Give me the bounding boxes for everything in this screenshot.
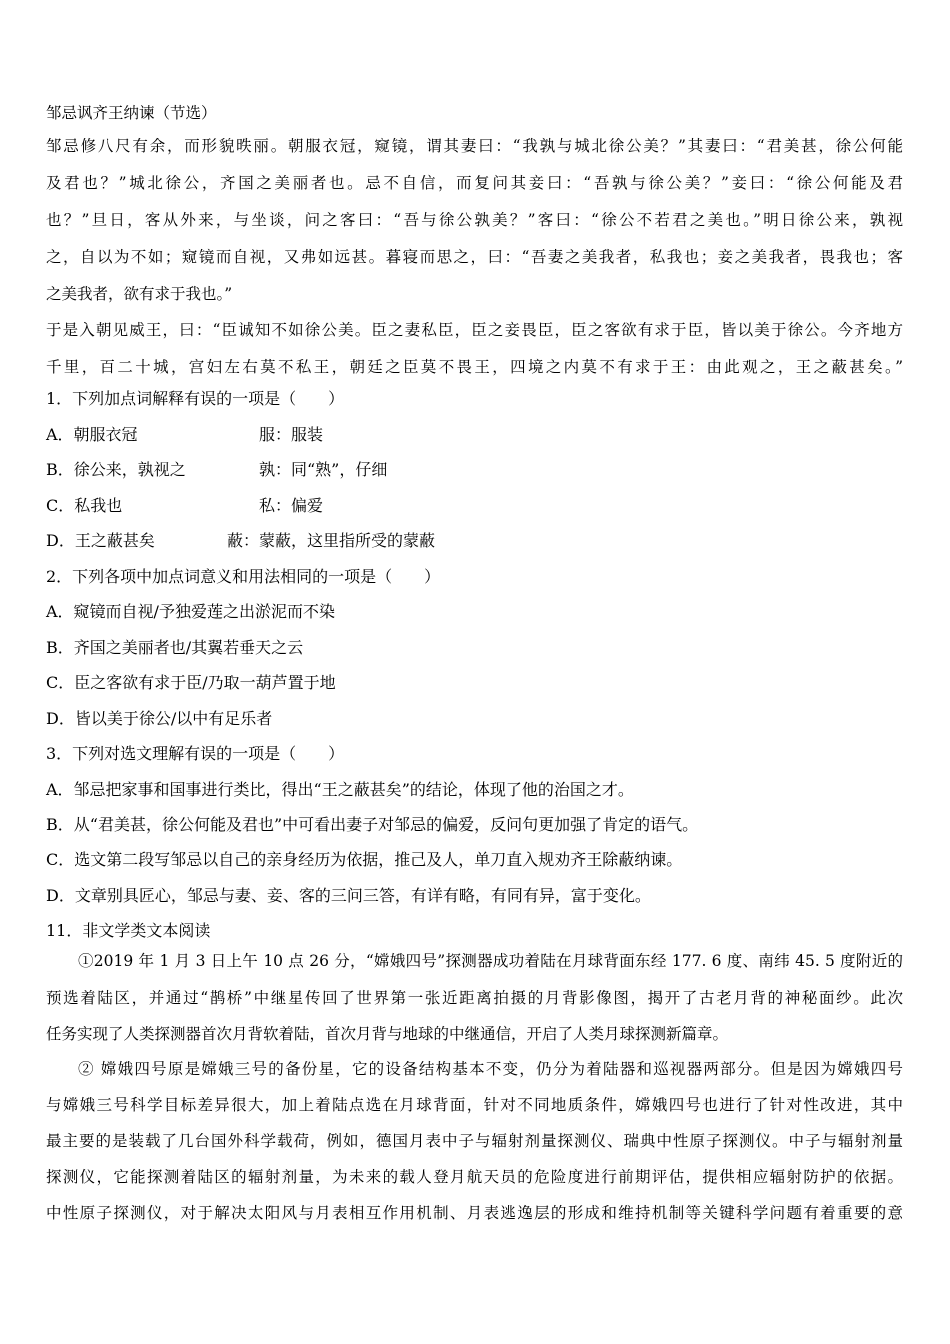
paragraph-2-line: ② 嫦娥四号原是嫦娥三号的备份星，它的设备结构基本不变，仍分为着陆器和巡视器两部分。但是因为嫦娥四号 bbox=[78, 1060, 903, 1078]
paragraph-2-line: 中性原子探测仪，对于解决太阳风与月表相互作用机制、月表逃逸层的形成和维持机制等关键科学问题有着重要的意 bbox=[46, 1204, 903, 1222]
q2-option-b: B．齐国之美丽者也/其翼若垂天之云 bbox=[46, 638, 304, 657]
q3-option-d: D．文章别具匠心，邹忌与妻、妾、客的三问三答，有详有略，有同有异，富于变化。 bbox=[46, 886, 651, 905]
question-2-stem: 2．下列各项中加点词意义和用法相同的一项是（ ） bbox=[46, 567, 441, 586]
question-3-stem: 3．下列对选文理解有误的一项是（ ） bbox=[46, 744, 345, 763]
paragraph-2-line: 探测仪，它能探测着陆区的辐射剂量，为未来的载人登月航天员的危险度进行前期评估，提供相应辐射防护的依据。 bbox=[46, 1168, 903, 1186]
paragraph-1-line: 任务实现了人类探测器首次月背软着陆，首次月背与地球的中继通信，开启了人类月球探测新篇章。 bbox=[46, 1025, 729, 1043]
q2-option-d: D．皆以美于徐公/以中有足乐者 bbox=[46, 709, 273, 728]
q1-option-c-explanation: 私：偏爱 bbox=[259, 496, 324, 515]
q3-option-a: A．邹忌把家事和国事进行类比，得出“王之蔽甚矣”的结论，体现了他的治国之才。 bbox=[46, 780, 634, 799]
passage-title: 邹忌讽齐王纳谏（节选） bbox=[46, 104, 217, 122]
q1-option-a: A．朝服衣冠 bbox=[46, 425, 138, 444]
q3-option-c: C．选文第二段写邹忌以自己的亲身经历为依据，推己及人，单刀直入规劝齐王除蔽纳谏。 bbox=[46, 850, 683, 869]
q1-option-a-explanation: 服：服装 bbox=[259, 425, 324, 444]
paragraph-1-line: ①2019 年 1 月 3 日上午 10 点 26 分，“嫦娥四号”探测器成功着陆在月球背面东经 177. 6 度、南纬 45. 5 度附近的 bbox=[78, 952, 903, 970]
passage-line: 及君也？”城北徐公，齐国之美丽者也。忌不自信，而复问其妾曰：“吾孰与徐公美？”妾曰：“徐公何能及君 bbox=[46, 174, 903, 192]
q2-option-c: C．臣之客欲有求于臣/乃取一葫芦置于地 bbox=[46, 673, 336, 692]
question-1-stem: 1．下列加点词解释有误的一项是（ ） bbox=[46, 389, 345, 408]
q1-option-d-explanation: 蔽：蒙蔽，这里指所受的蒙蔽 bbox=[227, 531, 436, 550]
passage-line: 于是入朝见威王，曰：“臣诚知不如徐公美。臣之妻私臣，臣之妾畏臣，臣之客欲有求于臣，皆以美于徐公。今齐地方 bbox=[46, 321, 903, 339]
paragraph-1-line: 预选着陆区，并通过“鹊桥”中继星传回了世界第一张近距离拍摄的月背影像图，揭开了古老月背的神秘面纱。此次 bbox=[46, 989, 903, 1007]
section-11-heading: 11．非文学类文本阅读 bbox=[46, 921, 211, 940]
paragraph-2-line: 与嫦娥三号科学目标差异很大，加上着陆点选在月球背面，针对不同地质条件，嫦娥四号也进行了针对性改进，其中 bbox=[46, 1096, 903, 1114]
passage-line: 千里，百二十城，宫妇左右莫不私王，朝廷之臣莫不畏王，四境之内莫不有求于王：由此观之，王之蔽甚矣。” bbox=[46, 358, 903, 376]
passage-line: 也？”旦日，客从外来，与坐谈，问之客曰：“吾与徐公孰美？”客曰：“徐公不若君之美也。”明日徐公来，孰视 bbox=[46, 211, 903, 229]
q1-option-c: C．私我也 bbox=[46, 496, 123, 515]
passage-line: 邹忌修八尺有余，而形貌昳丽。朝服衣冠，窥镜，谓其妻曰：“我孰与城北徐公美？”其妻曰：“君美甚，徐公何能 bbox=[46, 137, 903, 155]
paragraph-2-line: 最主要的是装载了几台国外科学载荷，例如，德国月表中子与辐射剂量探测仪、瑞典中性原子探测仪。中子与辐射剂量 bbox=[46, 1132, 903, 1150]
passage-line: 之美我者，欲有求于我也。” bbox=[46, 285, 233, 303]
q2-option-a: A．窥镜而自视/予独爱莲之出淤泥而不染 bbox=[46, 602, 335, 621]
q3-option-b: B．从“君美甚，徐公何能及君也”中可看出妻子对邹忌的偏爱，反问句更加强了肯定的语气。 bbox=[46, 815, 699, 834]
q1-option-d: D．王之蔽甚矣 bbox=[46, 531, 155, 550]
q1-option-b-explanation: 孰：同“熟”，仔细 bbox=[259, 460, 388, 479]
q1-option-b: B．徐公来，孰视之 bbox=[46, 460, 186, 479]
passage-line: 之，自以为不如；窥镜而自视，又弗如远甚。暮寝而思之，曰：“吾妻之美我者，私我也；妾之美我者，畏我也；客 bbox=[46, 248, 903, 266]
